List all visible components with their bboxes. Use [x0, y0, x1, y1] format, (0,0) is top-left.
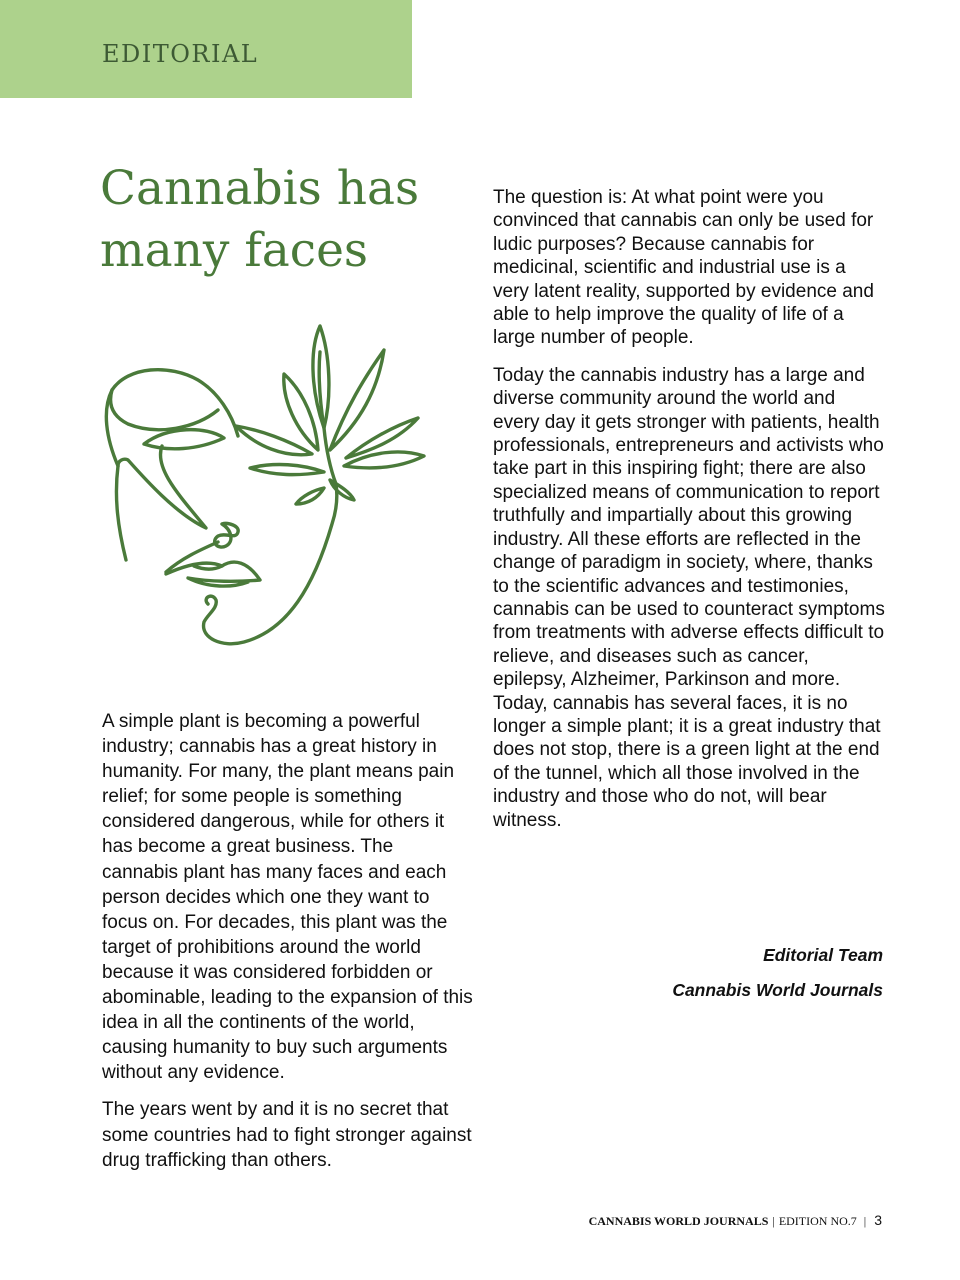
footer-divider: |: [860, 1214, 867, 1228]
face-leaves-illustration: [98, 318, 438, 654]
footer-divider: |: [772, 1214, 775, 1228]
page-number: 3: [874, 1212, 882, 1228]
title-line-2: many faces: [100, 223, 369, 278]
article-title: [100, 158, 460, 282]
paragraph: Today the cannabis industry has a large and diverse community around the world and every day it gets stronger with patients, health professionals, entrepreneurs and activists who take part in this inspiring fight; there are also specialized means of communication to report truthfully and impartially about this growing industry. All these efforts are reflected in the change of paradigm in society, where, thanks to the scientific advances and testimonies, cannabis can be used to counteract symptoms from treatments with adverse effects difficult to relieve, and diseases such as cancer, epilepsy, Alzheimer, Parkinson and more. Today, cannabis has several faces, it is no longer a simple plant; it is a great industry that does not stop, there is a green light at the end of the tunnel, which all those involved in the industry and those who do not, will bear witness.: [493, 364, 885, 831]
left-column: [102, 709, 474, 1173]
footer-publication: CANNABIS WORLD JOURNALS: [588, 1214, 769, 1228]
footer-edition: EDITION NO.7: [778, 1214, 857, 1228]
paragraph: A simple plant is becoming a powerful industry; cannabis has a great history in humanity. For many, the plant means pain relief; for some people is something considered dangerous, while for others it has become a great business. The cannabis plant has many faces and each person decides which one they want to focus on. For decades, this plant was the target of prohibitions around the world because it was considered forbidden or abominable, leading to the expansion of this idea in all the continents of the world, causing humanity to buy such arguments without any evidence.: [102, 711, 473, 1084]
signature-team: Editorial Team: [763, 945, 883, 965]
page-footer: [589, 1212, 882, 1229]
paragraph: The question is: At what point were you convinced that cannabis can only be used for ludic purposes? Because cannabis for medicinal, scientific and industrial use is a very latent reality, supported by evidence and able to help improve the quality of life of a large number of people.: [493, 187, 874, 349]
section-label: EDITORIAL: [102, 40, 259, 68]
signature-publication: Cannabis World Journals: [672, 980, 883, 1000]
right-column: [493, 186, 885, 832]
title-line-1: Cannabis has: [100, 161, 420, 216]
signature: [672, 944, 883, 1001]
paragraph: The years went by and it is no secret that some countries had to fight stronger against drug trafficking than others.: [102, 1099, 472, 1171]
